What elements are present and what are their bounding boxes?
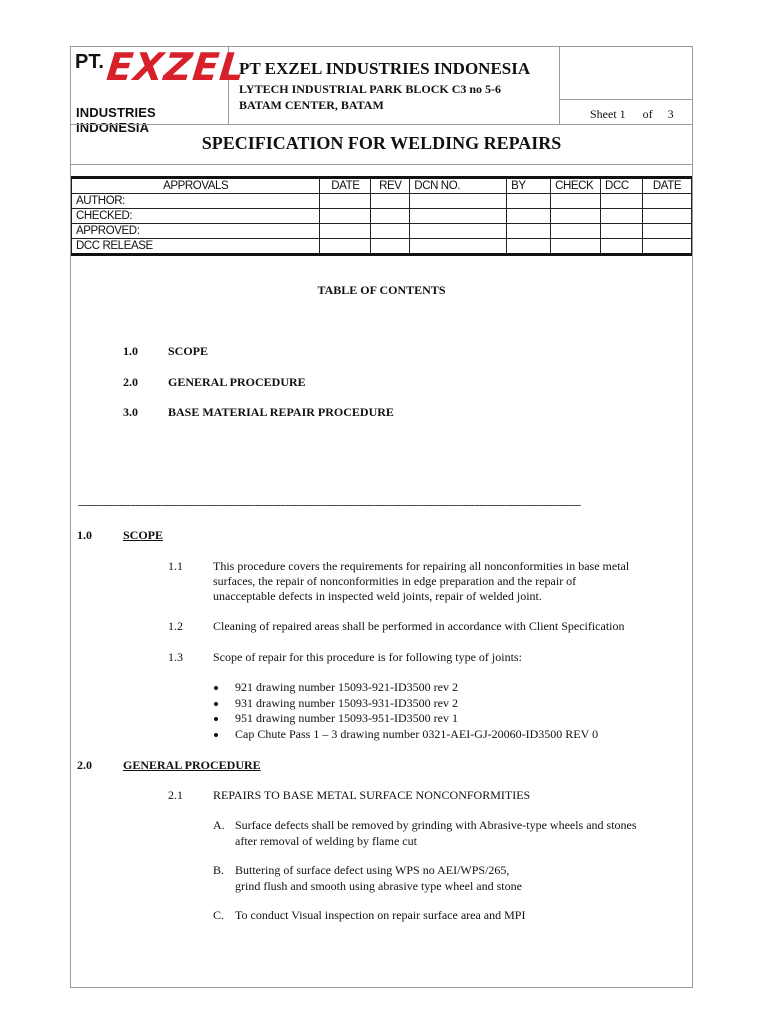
table-cell <box>643 194 692 209</box>
table-cell <box>320 194 371 209</box>
text-line: Surface defects shall be removed by grinding with Abrasive-type wheels and stones <box>235 818 637 832</box>
sheet-total: 3 <box>667 107 674 121</box>
table-row <box>72 224 692 239</box>
bullet-icon <box>214 733 218 737</box>
toc-item-title: GENERAL PROCEDURE <box>168 375 306 389</box>
company-address-line1: LYTECH INDUSTRIAL PARK BLOCK C3 no 5-6 <box>239 82 502 96</box>
sheet-number <box>590 107 678 122</box>
list-item-text: 951 drawing number 15093-951-ID3500 rev 1 <box>235 711 458 725</box>
list-item-text: 931 drawing number 15093-931-ID3500 rev 2 <box>235 695 458 710</box>
table-cell <box>507 224 551 239</box>
item-text <box>235 818 671 849</box>
item-letter: A. <box>213 818 225 832</box>
table-cell <box>601 209 643 224</box>
section-title: GENERAL PROCEDURE <box>123 758 261 772</box>
paragraph-number: 1.1 <box>168 559 183 573</box>
paragraph-number: 1.2 <box>168 619 183 633</box>
paragraph-text <box>213 559 653 604</box>
logo-pt-text: PT. <box>75 51 104 73</box>
list-item-text: 921 drawing number 15093-921-ID3500 rev 2 <box>235 680 458 694</box>
sheet-info <box>560 47 692 124</box>
table-cell <box>551 224 601 239</box>
table-cell <box>371 209 410 224</box>
bullet-icon <box>214 702 218 706</box>
table-row <box>72 239 692 255</box>
table-cell <box>551 209 601 224</box>
sheet-divider <box>560 99 692 100</box>
toc-item <box>123 344 208 359</box>
text-line: Scope of repair for this procedure is for following type of joints: <box>213 650 522 664</box>
company-address-line2: BATAM CENTER, BATAM <box>239 98 384 112</box>
date-header: DATE <box>320 178 371 194</box>
table-cell <box>410 209 507 224</box>
approvals-header-row <box>72 178 692 194</box>
item-letter: C. <box>213 908 225 922</box>
sheet-of-label: of <box>642 107 653 121</box>
table-cell <box>643 209 692 224</box>
sheet-label: Sheet 1 <box>590 107 626 121</box>
text-line: To conduct Visual inspection on repair surface area and MPI <box>235 908 526 922</box>
section-number: 1.0 <box>77 528 92 542</box>
dcc-release-label: DCC RELEASE <box>72 239 320 255</box>
company-info <box>229 47 560 124</box>
table-cell <box>643 239 692 255</box>
item-text <box>235 863 671 894</box>
toc-item-title: SCOPE <box>168 344 209 358</box>
paragraph-text <box>213 650 653 665</box>
joint-list <box>213 680 598 742</box>
bullet-icon <box>214 717 218 721</box>
paragraph-text <box>213 619 653 634</box>
section-number: 2.0 <box>77 758 92 772</box>
list-item <box>213 696 598 712</box>
text-line: unacceptable defects in inspected weld joints, repair of welded joint. <box>213 589 542 603</box>
header-divider <box>71 124 692 125</box>
bullet-icon <box>214 686 218 690</box>
text-line: Buttering of surface defect using WPS no AEI/WPS/265, <box>235 863 510 877</box>
list-item-text: Cap Chute Pass 1 – 3 drawing number 0321-AEI-GJ-20060-ID3500 REV 0 <box>235 726 599 741</box>
table-cell <box>371 224 410 239</box>
table-cell <box>601 224 643 239</box>
toc-item-number: 3.0 <box>123 405 138 419</box>
rev-header: REV <box>371 178 410 194</box>
check-header: CHECK <box>551 178 601 194</box>
table-cell <box>601 194 643 209</box>
table-cell <box>551 194 601 209</box>
author-label: AUTHOR: <box>72 194 320 209</box>
table-cell <box>320 209 371 224</box>
table-cell <box>507 194 551 209</box>
subsection-title: REPAIRS TO BASE METAL SURFACE NONCONFORMITIES <box>213 788 531 802</box>
paragraph-number: 1.3 <box>168 650 183 664</box>
table-row <box>72 209 692 224</box>
table-cell <box>643 224 692 239</box>
by-header: BY <box>507 178 551 194</box>
checked-label: CHECKED: <box>72 209 320 224</box>
list-item <box>213 711 598 727</box>
table-cell <box>601 239 643 255</box>
logo-brand-text: EXZEL <box>104 45 248 89</box>
toc-item <box>123 375 306 390</box>
approvals-header: APPROVALS <box>72 178 320 194</box>
list-item <box>213 727 598 743</box>
section-heading <box>77 758 261 773</box>
text-line: after removal of welding by flame cut <box>235 833 417 848</box>
toc-item-number: 2.0 <box>123 375 138 389</box>
toc-item-title: BASE MATERIAL REPAIR PROCEDURE <box>168 405 394 419</box>
company-name: PT EXZEL INDUSTRIES INDONESIA <box>239 59 531 78</box>
section-heading <box>77 528 163 543</box>
table-cell <box>410 194 507 209</box>
dcc-header: DCC <box>601 178 643 194</box>
text-line: surfaces, the repair of nonconformities in edge preparation and the repair of <box>213 574 577 588</box>
approved-label: APPROVED: <box>72 224 320 239</box>
list-item <box>213 680 598 696</box>
approvals-table <box>71 176 692 256</box>
table-cell <box>551 239 601 255</box>
toc-item-number: 1.0 <box>123 344 138 358</box>
text-line: grind flush and smooth using abrasive type wheel and stone <box>235 878 522 893</box>
table-cell <box>410 224 507 239</box>
logo-subtitle: INDUSTRIES INDONESIA <box>76 105 156 135</box>
subsection-number: 2.1 <box>168 788 183 802</box>
table-cell <box>410 239 507 255</box>
table-cell <box>507 209 551 224</box>
company-logo <box>71 45 248 135</box>
separator-line: ---------------------------------------------------------------------------------------------------------------------------------------------------------------------------------------- <box>78 500 581 511</box>
section-title: SCOPE <box>123 528 164 542</box>
table-row <box>72 194 692 209</box>
item-text <box>235 908 671 924</box>
table-cell <box>371 194 410 209</box>
title-divider <box>71 164 692 165</box>
table-cell <box>371 239 410 255</box>
item-letter: B. <box>213 863 225 877</box>
toc-item <box>123 405 394 420</box>
text-line: This procedure covers the requirements for repairing all nonconformities in base metal <box>213 559 630 573</box>
dcn-header: DCN NO. <box>410 178 507 194</box>
table-cell <box>320 239 371 255</box>
table-cell <box>320 224 371 239</box>
toc-title: TABLE OF CONTENTS <box>317 283 446 297</box>
date2-header: DATE <box>643 178 692 194</box>
table-cell <box>507 239 551 255</box>
document-title: SPECIFICATION FOR WELDING REPAIRS <box>201 133 562 153</box>
text-line: Cleaning of repaired areas shall be performed in accordance with Client Specification <box>213 619 625 633</box>
